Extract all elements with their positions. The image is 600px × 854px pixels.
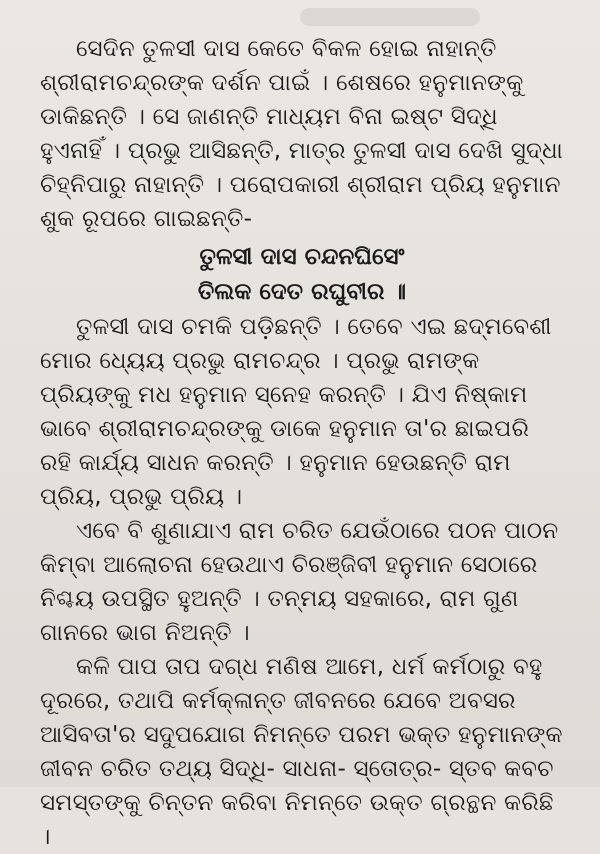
paragraph-1: ସେଦିନ ତୁଳସୀ ଦାସ କେତେ ବିକଳ ହୋଇ ନାହାନ୍ତି ଶ୍ରୀରାମଚନ୍ଦ୍ରଙ୍କ ଦର୍ଶନ ପାଇଁ । ଶେଷରେ ହନୁମାନଙ୍କୁ ଡାକିଛନ୍ତି । ସେ ଜାଣନ୍ତି ମାଧ୍ୟମ ବିନା ଇଷ୍ଟ ସିଦ୍ଧି ହୁଏନାହିଁ । ପ୍ରଭୁ ଆସିଛନ୍ତି, ମାତ୍ର ତୁଳସୀ ଦାସ ଦେଖି ସୁଦ୍ଧା ଚିହ୍ନିପାରୁ ନାହାନ୍ତି । ପରୋପକାରୀ ଶ୍ରୀରାମ ପ୍ରିୟ ହନୁମାନ ଶୁକ ରୂପରେ ଗାଇଛନ୍ତି- bbox=[40, 36, 564, 232]
paragraph-2: ତୁଳସୀ ଦାସ ଚମକି ପଡ଼ିଛନ୍ତି । ତେବେ ଏଇ ଛଦ୍ମବେଶୀ ମୋର ଧ୍ୟେୟ ପ୍ରଭୁ ରାମଚନ୍ଦ୍ର । ପ୍ରଭୁ ରାମଙ୍କ ପ୍ରିୟଙ୍କୁ ମଧ ହନୁମାନ ସ୍ନେହ କରନ୍ତି । ଯିଏ ନିଷ୍କାମ ଭାବେ ଶ୍ରୀରାମଚନ୍ଦ୍ରଙ୍କୁ ଡାକେ ହନୁମାନ ତା'ର ଛାଇପରି ରହି କାର୍ଯ୍ୟ ସାଧନ କରନ୍ତି । ହନୁମାନ ହେଉଛନ୍ତି ରାମ ପ୍ରିୟ, ପ୍ରଭୁ ପ୍ରିୟ । bbox=[40, 314, 552, 510]
paragraph-4: କଳି ପାପ ତାପ ଦଗ୍ଧ ମଣିଷ ଆମେ, ଧର୍ମ କର୍ମଠାରୁ ବହୁ ଦୂରରେ, ତଥାପି କର୍ମକ୍ଳାନ୍ତ ଜୀବନରେ ଯେବେ ଅବସର ଆସିବତା'ର ସଦୁପଯୋଗ ନିମନ୍ତେ ପରମ ଭକ୍ତ ହନୁମାନଙ୍କ ଜୀବନ ଚରିତ ତଥ୍ୟ ସିଦ୍ଧି- ସାଧନା- ସ୍ତୋତ୍ର- ସ୍ତବ କବଚ ସମସ୍ତଙ୍କୁ ଚିନ୍ତନ କରିବା ନିମନ୍ତେ ଉକ୍ତ ଗ୍ରନ୍ଥନ କରିଛି । bbox=[40, 654, 563, 850]
verse-line-2: ତିଲକ ଦେତ ରଘୁବୀର ॥ bbox=[197, 279, 407, 305]
show-through-text bbox=[300, 8, 480, 26]
verse-line-1: ତୁଳସୀ ଦାସ ଚନ୍ଦନଘିସେଂ bbox=[199, 244, 405, 270]
paragraph-3: ଏବେ ବି ଶୁଣାଯାଏ ରାମ ଚରିତ ଯେଉଁଠାରେ ପଠନ ପାଠନ କିମ୍ବା ଆଲୋଚନା ହେଉଥାଏ ଚିରଞ୍ଜିବୀ ହନୁମାନ ସେଠାରେ ନିଶ୍ଚୟ ଉପସ୍ଥିତ ହୁଅନ୍ତି । ତନ୍ମୟ ସହକାରେ, ରାମ ଗୁଣ ଗାନରେ ଭାଗ ନିଅନ୍ତି । bbox=[40, 518, 559, 646]
